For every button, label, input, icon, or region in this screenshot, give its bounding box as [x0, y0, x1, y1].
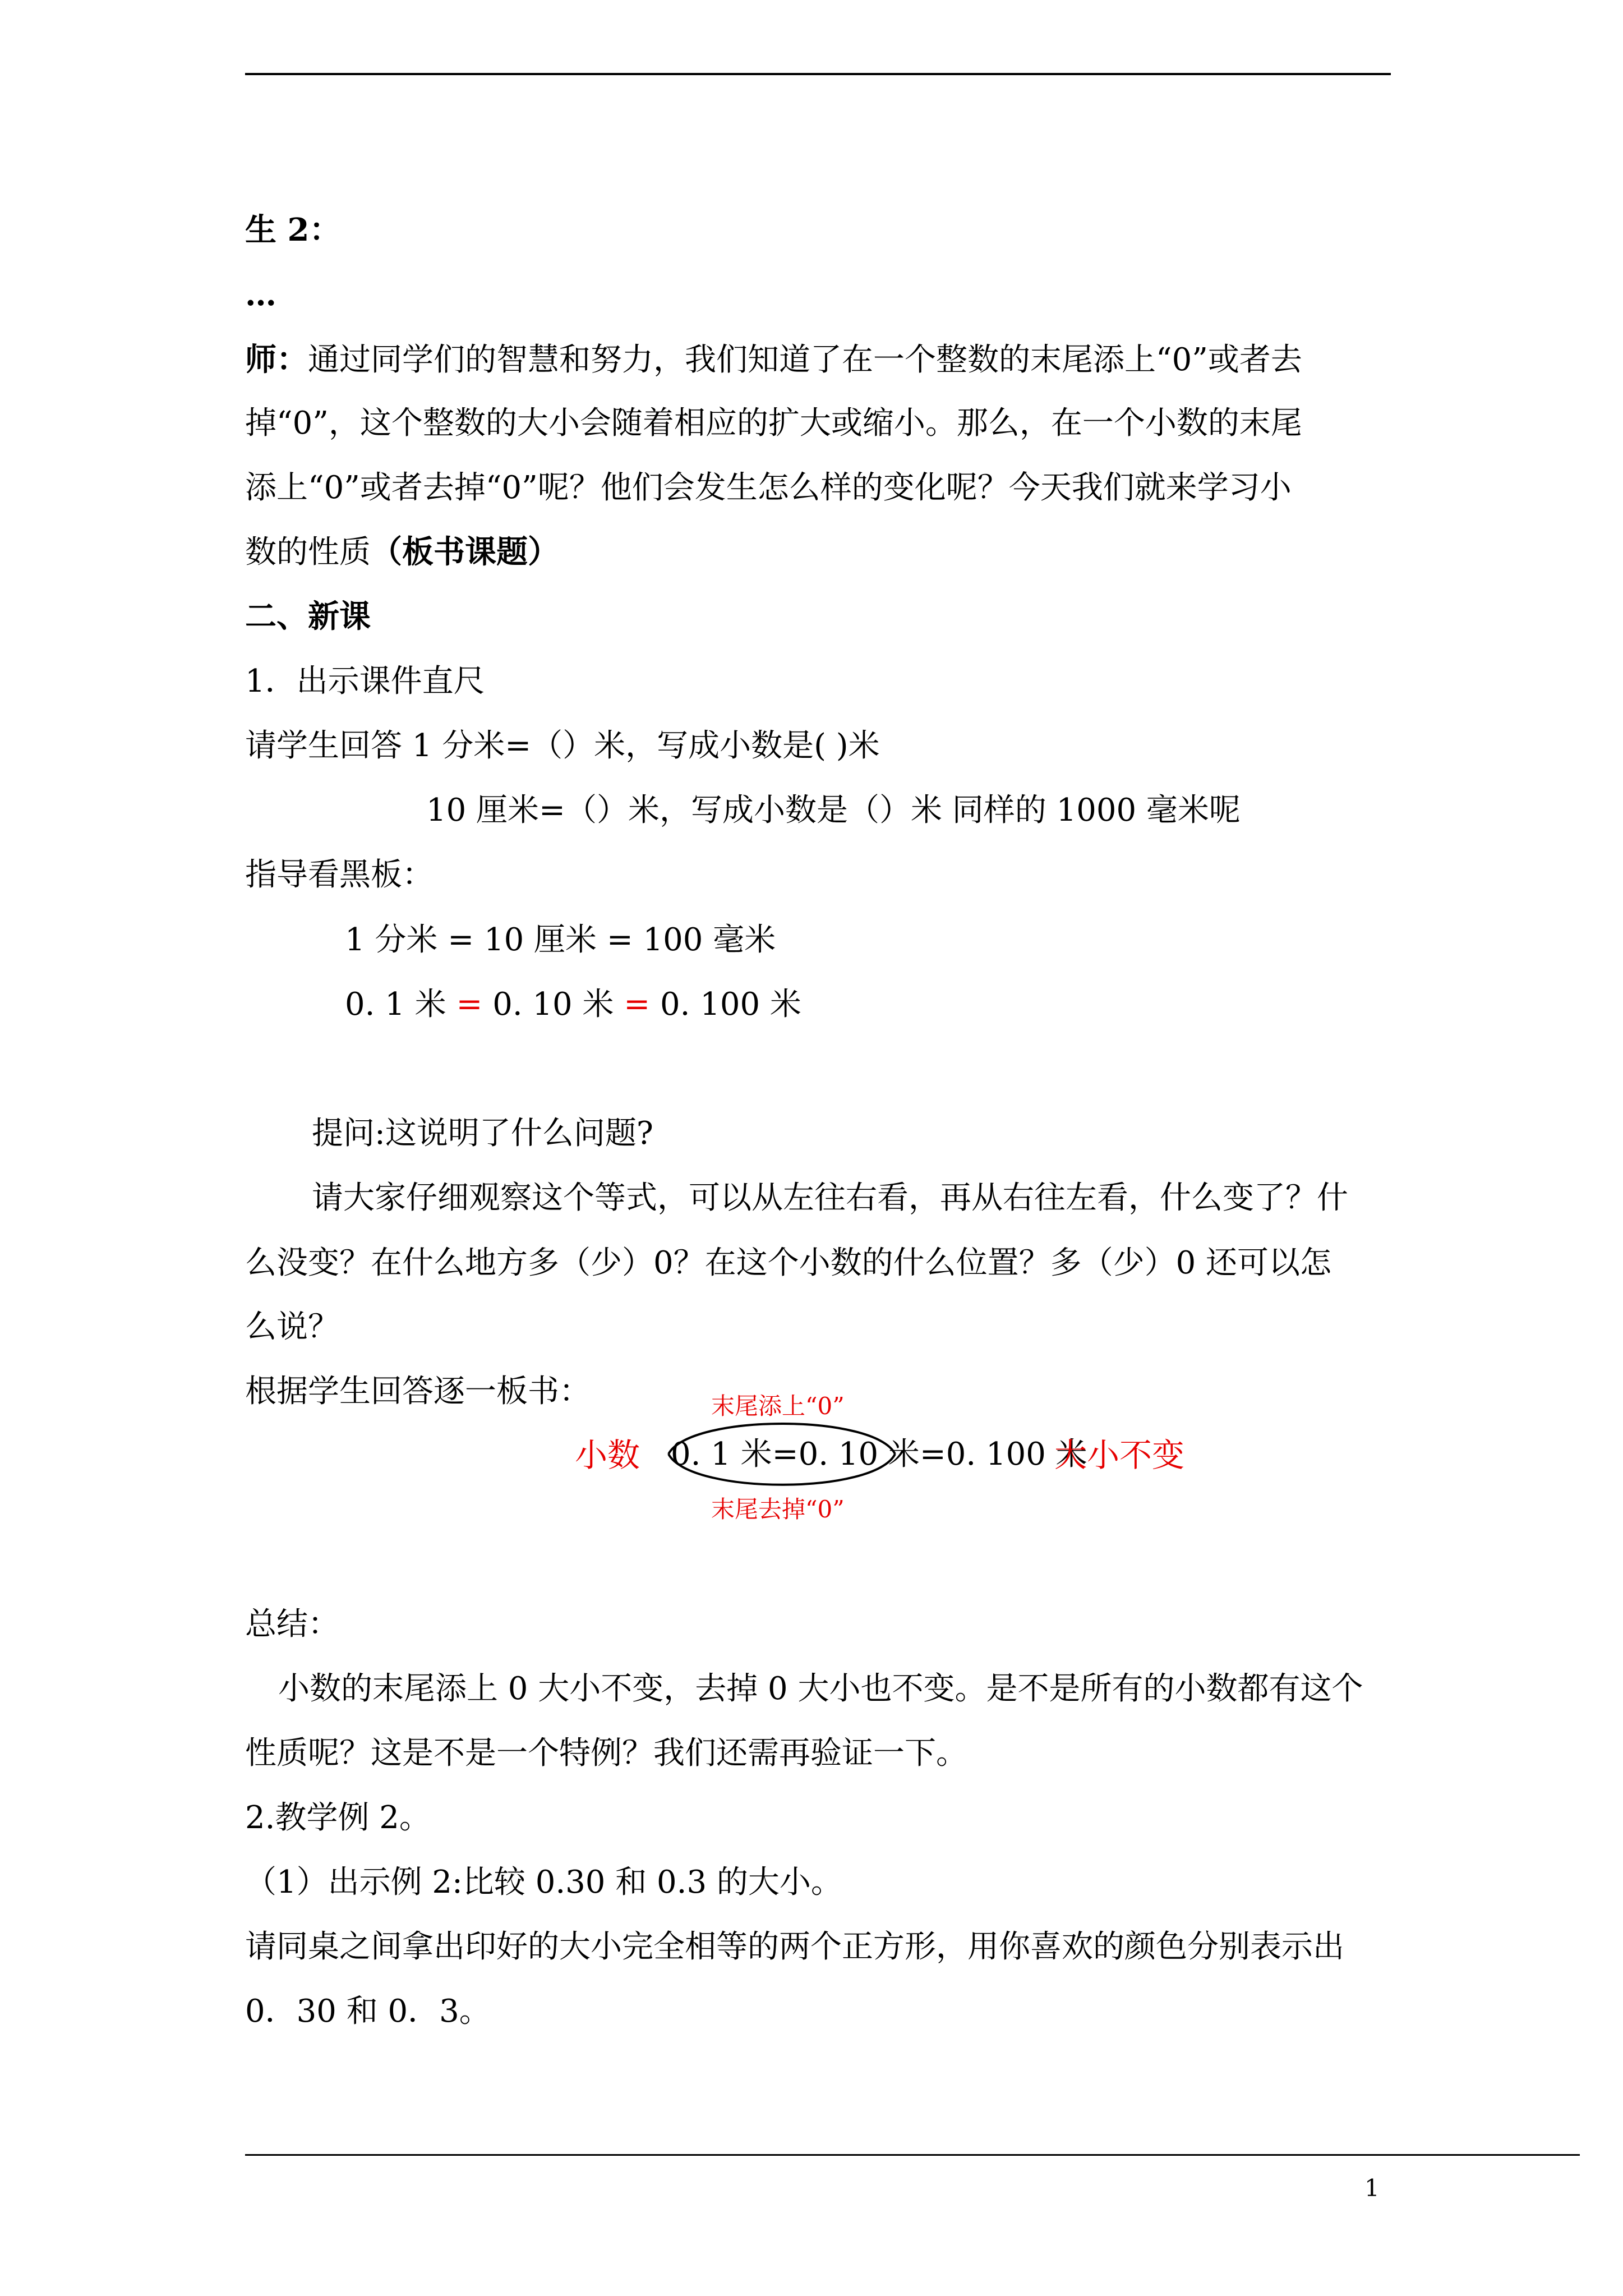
- diagram-label-unchanged: 大小不变: [1054, 1436, 1185, 1474]
- teacher-paragraph-line-3: 添上“0”或者去掉“0”呢？他们会发生怎么样的变化呢？今天我们就来学习小: [245, 470, 1292, 506]
- diagram-label-remove-zero: 末尾去掉“0”: [711, 1496, 845, 1523]
- decimal-0-1: 0. 1 米: [345, 986, 457, 1023]
- equation-units: 1 分米 = 10 厘米 = 100 毫米: [345, 922, 776, 958]
- section-heading-new-lesson: 二、新课: [245, 598, 371, 635]
- question-line-2: 10 厘米=（）米，写成小数是（）米 同样的 1000 毫米呢: [426, 792, 1241, 829]
- step-1-heading: 1．出示课件直尺: [245, 663, 485, 700]
- summary-heading: 总结：: [245, 1606, 339, 1642]
- equals-sign-2: =: [624, 986, 651, 1023]
- diagram-label-add-zero: 末尾添上“0”: [711, 1392, 845, 1420]
- teacher-text-4: 数的性质: [245, 534, 371, 570]
- arc-bottom: [668, 1454, 895, 1485]
- teacher-paragraph-line-2: 掉“0”，这个整数的大小会随着相应的扩大或缩小。那么，在一个小数的末尾: [245, 405, 1302, 441]
- ellipsis-line: …: [245, 276, 276, 313]
- speaker-teacher: 师：: [245, 341, 308, 378]
- decimal-0-100: 0. 100 米: [650, 986, 801, 1023]
- prompt-question: 提问:这说明了什么问题?: [312, 1115, 653, 1152]
- arc-top: [668, 1424, 895, 1454]
- equals-sign-1: =: [456, 986, 483, 1023]
- blackboard-writing-intro: 根据学生回答逐一板书：: [245, 1373, 591, 1410]
- footer-rule: [245, 2154, 1580, 2156]
- teacher-text-1: 通过同学们的智慧和努力，我们知道了在一个整数的末尾添上“0”或者去: [308, 342, 1302, 378]
- speaker-student-2: 生 2：: [245, 211, 341, 249]
- observation-line-1: 请大家仔细观察这个等式，可以从左往右看，再从右往左看，什么变了？什: [312, 1180, 1348, 1216]
- summary-line-1: 小数的末尾添上 0 大小不变，去掉 0 大小也不变。是不是所有的小数都有这个: [278, 1671, 1363, 1707]
- diagram-label-decimal: 小数: [575, 1436, 640, 1474]
- diagram-equation: 0. 1 米=0. 10 米=0. 100 米: [671, 1436, 1087, 1473]
- example-2-line: （1）出示例 2:比较 0.30 和 0.3 的大小。: [245, 1864, 842, 1901]
- observation-line-3: 么说？: [245, 1309, 339, 1345]
- summary-line-2: 性质呢？这是不是一个特例？我们还需再验证一下。: [245, 1735, 967, 1772]
- question-line-1: 请学生回答 1 分米=（）米，写成小数是( )米: [245, 728, 880, 764]
- activity-line-2: 0．30 和 0．3。: [245, 1993, 491, 2030]
- blackboard-title-note: （板书课题）: [371, 533, 559, 570]
- observation-line-2: 么没变？在什么地方多（少）0？在这个小数的什么位置？多（少）0 还可以怎: [245, 1245, 1332, 1281]
- page-number: 1: [1364, 2174, 1380, 2202]
- decimal-0-10: 0. 10 米: [482, 986, 624, 1023]
- step-2-heading: 2.教学例 2。: [245, 1800, 431, 1836]
- blackboard-intro: 指导看黑板：: [245, 857, 434, 893]
- activity-line-1: 请同桌之间拿出印好的大小完全相等的两个正方形，用你喜欢的颜色分别表示出: [245, 1929, 1344, 1965]
